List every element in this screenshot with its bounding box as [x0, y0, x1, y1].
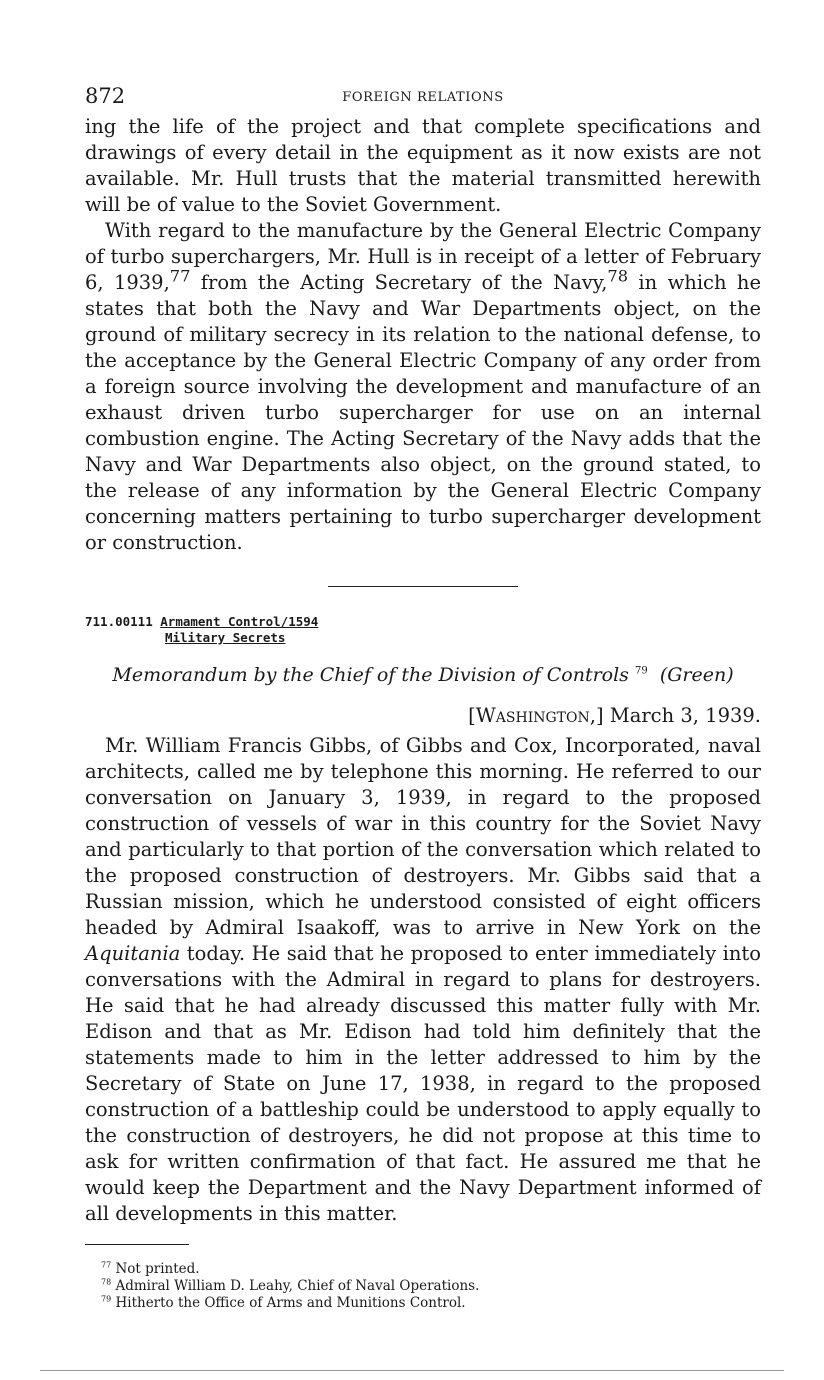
paragraph-text: today. He said that he proposed to enter immediately into conversations with the Admiral in regard to plans for destroyers. He said that he had already discussed this matter fully with Mr. Edison and that as Mr. Edison had told him definitely that the statements made to him in the letter addressed to him by the Secretary of State on June 17, 1938, in regard to the proposed construction of a battleship could be understood to apply equally to the construction of destroyers, he did not propose at this time to ask for written confirmation of that fact. He assured me that he would keep the Department and the Navy Department informed of all developments in this matter. [85, 942, 761, 1225]
paragraph-text: With regard to the manufacture by the General Electric Company of turbo superchargers, Mr. Hull is in receipt of a letter of February 6, 1939, [85, 219, 761, 294]
footnote-marker: 77 [101, 1260, 112, 1270]
footnote-marker: 78 [101, 1277, 112, 1287]
paragraph-text: Mr. William Francis Gibbs, of Gibbs and Cox, Incorporated, naval architects, called me by telephone this morning. He referred to our conversation on January 3, 1939, in regard to the proposed construction of vessels of war in this country for the Soviet Navy and particularly to that portion of the conversation which related to the proposed construction of destroyers. Mr. Gibbs said that a Russian mission, which he understood consisted of eight officers headed by Admiral Isaakoff, was to arrive in New York on the [85, 734, 761, 939]
footnote-divider [85, 1244, 189, 1245]
footnotes [85, 1261, 761, 1312]
memo-title [85, 664, 761, 686]
continuation-paragraph: ing the life of the project and that complete specifications and drawings of every detail in the equipment as it now exists are not available. Mr. Hull trusts that the material transmitted herewith will be of value to the Soviet Government. [85, 115, 761, 216]
footnote-ref-79: 79 [634, 665, 648, 677]
footnote-text: Hitherto the Office of Arms and Munitions Control. [115, 1295, 466, 1311]
file-reference-line-2: Military Secrets [165, 630, 286, 645]
file-reference [85, 614, 761, 646]
turbo-supercharger-paragraph [85, 218, 761, 556]
page-number: 872 [85, 84, 126, 108]
file-number: 711.00111 [85, 614, 153, 629]
memo-paragraph [85, 733, 761, 1227]
running-title: FOREIGN RELATIONS [342, 90, 504, 105]
body-text [85, 114, 761, 556]
paragraph-text: in which he states that both the Navy and War Departments object, on the ground of military secrecy in its relation to the national defense, to the acceptance by the General Electric Company of any order from a foreign source involving the development and manufacture of an exhaust driven turbo supercharger for use on an internal combustion engine. The Acting Secretary of the Navy adds that the Navy and War Departments also object, on the ground stated, to the release of any information by the General Electric Company concerning matters pertaining to turbo supercharger development or construction. [85, 271, 761, 554]
footnote-marker: 79 [101, 1294, 112, 1304]
dateline [85, 704, 761, 727]
dateline-place: [Washington,] [468, 704, 604, 727]
footnote-text: Not printed. [115, 1261, 200, 1277]
section-divider [328, 586, 518, 587]
file-reference-line-1 [85, 614, 761, 630]
file-subject: Armament Control/1594 [160, 614, 319, 629]
memo-title-text: Memorandum by the Chief of the Division of Controls [112, 664, 629, 686]
document-page [85, 84, 761, 1312]
page-bottom-edge [40, 1370, 784, 1371]
footnote-ref-78: 78 [607, 266, 629, 286]
footnote-text: Admiral William D. Leahy, Chief of Naval Operations. [115, 1278, 480, 1294]
ship-name: Aquitania [85, 942, 181, 965]
footnote-79 [85, 1295, 761, 1312]
footnote-77 [85, 1261, 761, 1278]
footnote-78 [85, 1278, 761, 1295]
memo-author: (Green) [659, 664, 734, 686]
memo-body [85, 733, 761, 1227]
running-head [85, 84, 761, 114]
footnote-ref-77: 77 [169, 266, 191, 286]
dateline-date: March 3, 1939. [609, 704, 761, 727]
paragraph-text: from the Acting Secretary of the Navy, [190, 271, 608, 294]
